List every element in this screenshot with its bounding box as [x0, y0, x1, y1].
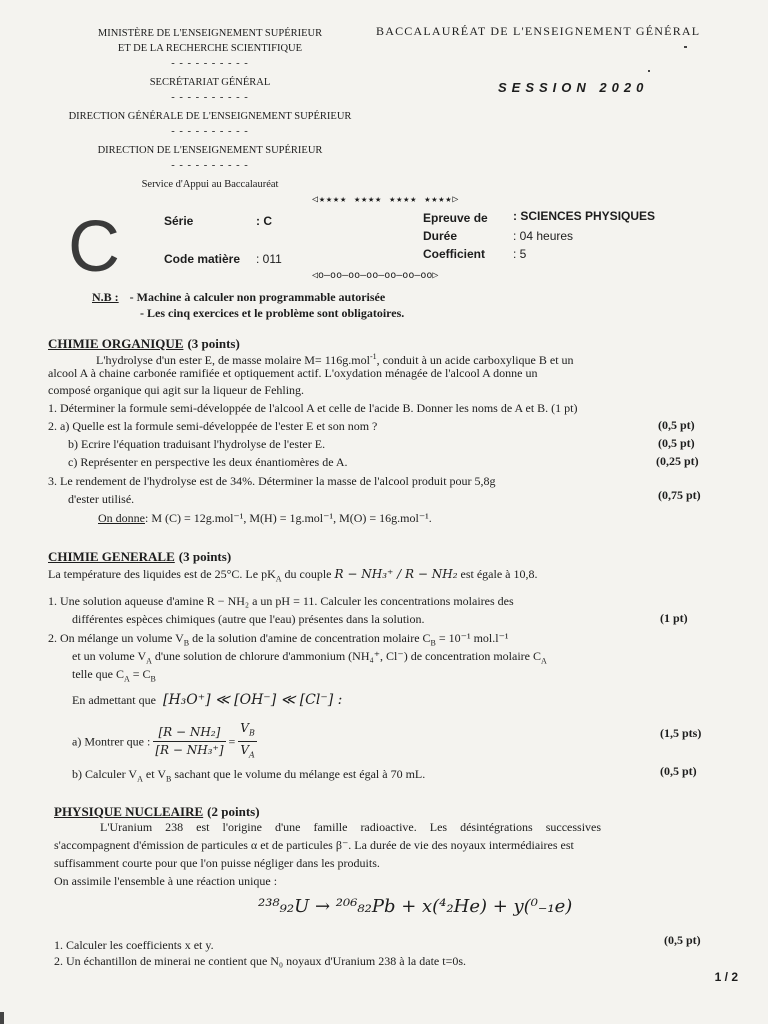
text-line: composé organique qui agit sur la liqueur de Fehling.: [48, 383, 305, 397]
question-points: (0,25 pt): [656, 454, 699, 468]
coef-value: : 5: [513, 247, 527, 261]
section-points: (3 points): [178, 549, 232, 564]
section-title: CHIMIE GENERALE: [48, 549, 175, 564]
question: 2. On mélange un volume $V_B$ de la solution d'amine de concentration molaire $C_B = 10^{-1}$ mol.l⁻¹: [48, 631, 509, 648]
code-value: : 011: [256, 252, 282, 266]
fraction: $\frac{V_B}{V_A}$: [240, 721, 255, 760]
nb-line2: - Les cinq exercices et le problème sont obligatoires.: [140, 306, 405, 320]
section-points: (3 points): [187, 336, 240, 351]
text-line: L'Uranium 238 est l'origine d'une famille radioactive. Les désintégrations successives: [100, 820, 602, 834]
question: telle que $C_A = C_B$: [72, 667, 156, 684]
question: b) Ecrire l'équation traduisant l'hydrolyse de l'ester E.: [68, 437, 326, 451]
given-data: On donne: M (C) = 12g.mol⁻¹, M(H) = 1g.mol⁻¹, M(O) = 16g.mol⁻¹.: [98, 511, 432, 525]
text-line: On assimile l'ensemble à une réaction unique :: [54, 874, 278, 888]
text-line: suffisamment courte pour que l'on puisse négliger dans les produits.: [54, 856, 380, 870]
section-title: CHIMIE ORGANIQUE: [48, 336, 184, 351]
scan-speck: [0, 1012, 4, 1024]
scan-speck: [684, 46, 687, 48]
separator: - - - - - - - - - -: [171, 126, 249, 137]
text-line: alcool A à chaine carbonée ramifiée et optiquement actif. L'oxydation ménagée de l'alcool A donne un: [48, 366, 538, 380]
fraction: $\frac{\text{[R − NH₂]}}{\text{[R − NH₃⁺]}}$: [155, 725, 224, 758]
question-points: (1 pt): [660, 611, 688, 625]
question: 2. a) Quelle est la formule semi-développée de l'ester E et son nom ?: [48, 419, 378, 433]
section-points: (2 points): [207, 804, 260, 819]
nuclear-equation: ²³⁸₉₂U → ²⁰⁶₈₂Pb + x(⁴₂He) + y(⁰₋₁e): [258, 896, 573, 917]
question-points: (1,5 pts): [660, 726, 702, 740]
epreuve-value: : SCIENCES PHYSIQUES: [513, 209, 656, 223]
question-points: (0,5 pt): [660, 764, 697, 778]
exam-title: BACCALAURÉAT DE L'ENSEIGNEMENT GÉNÉRAL: [376, 24, 701, 38]
chimie-generale-heading: [48, 548, 231, 566]
stars-divider: ◁★★★★ ★★★★ ★★★★ ★★★★▷: [312, 194, 460, 205]
header-institution: [40, 26, 380, 192]
separator: - - - - - - - - - -: [171, 160, 249, 171]
question: a) Montrer que : $\frac{\text{[R − NH₂]}}{\text{[R − NH₃⁺]}}$ = $\frac{V_B}{V_A}$: [72, 720, 257, 764]
question: 1. Déterminer la formule semi-développée de l'alcool A et celle de l'acide B. Donner les noms de A et B. (1 pt): [48, 401, 578, 415]
page-number: 1 / 2: [714, 970, 738, 984]
question-points: (0,75 pt): [658, 488, 701, 502]
nb-block: [92, 289, 404, 321]
ministry-line: MINISTÈRE DE L'ENSEIGNEMENT SUPÉRIEUR: [97, 28, 323, 39]
question: c) Représenter en perspective les deux énantiomères de A.: [68, 455, 348, 469]
nb-label: N.B :: [92, 290, 119, 304]
section-title: PHYSIQUE NUCLEAIRE: [54, 804, 204, 819]
circles-divider: ◁o—oo—oo—oo—oo—oo—oo▷: [312, 270, 439, 281]
direction-line: DIRECTION DE L'ENSEIGNEMENT SUPÉRIEUR: [97, 145, 323, 156]
coef-label: Coefficient: [423, 247, 486, 261]
question: 1. Calculer les coefficients x et y.: [54, 938, 214, 952]
question: d'ester utilisé.: [68, 492, 135, 506]
duree-value: : 04 heures: [513, 229, 574, 243]
text-line: La température des liquides est de 25°C. Le $pK_A$ du couple R − NH₃⁺ / R − NH₂ est égale à 10,8.: [48, 567, 538, 584]
text-line: L'hydrolyse d'un ester E, de masse molaire M= 116g.mol$^{-1}$, conduit à un acide carboxylique B et un: [96, 352, 574, 367]
question: 1. Une solution aqueuse d'amine R − NH₂ a un pH = 11. Calculer les concentrations molaires des: [48, 594, 514, 608]
serie-letter: C: [68, 207, 120, 287]
serie-label: Série: [164, 214, 194, 228]
nb-line1: - Machine à calculer non programmable autorisée: [129, 290, 386, 304]
separator: - - - - - - - - - -: [171, 58, 249, 69]
separator: - - - - - - - - - -: [171, 92, 249, 103]
question: 3. Le rendement de l'hydrolyse est de 34%. Déterminer la masse de l'alcool produit pour 5,8g: [48, 474, 496, 488]
duree-label: Durée: [423, 229, 458, 243]
ministry-line-2: ET DE LA RECHERCHE SCIENTIFIQUE: [117, 43, 303, 54]
epreuve-label: Epreuve de: [423, 211, 488, 225]
text-line: s'accompagnent d'émission de particules α et de particules β⁻. La durée de vie des noyaux intermédiaires est: [54, 838, 574, 852]
direction-generale-line: DIRECTION GÉNÉRALE DE L'ENSEIGNEMENT SUPÉRIEUR: [68, 111, 352, 122]
session-label: SESSION 2020: [498, 80, 649, 95]
question: 2. Un échantillon de minerai ne contient que N₀ noyaux d'Uranium 238 à la date t=0s.: [54, 954, 467, 968]
question: En admettant que [H₃O⁺] ≪ [OH⁻] ≪ [Cl⁻] :: [72, 692, 343, 708]
serie-value: : C: [256, 214, 272, 228]
scan-speck: [648, 70, 650, 72]
question-points: (0,5 pt): [658, 418, 695, 432]
service-line: Service d'Appui au Baccalauréat: [141, 179, 279, 190]
code-label: Code matière: [164, 252, 241, 266]
secretariat-line: SECRÉTARIAT GÉNÉRAL: [149, 77, 271, 88]
question: différentes espèces chimiques (autre que l'eau) présentes dans la solution.: [72, 612, 425, 626]
question-points: (0,5 pt): [658, 436, 695, 450]
question: et un volume $V_A$ d'une solution de chlorure d'ammonium (NH₄⁺, Cl⁻) de concentration molaire $C_A$: [72, 649, 547, 666]
question: b) Calculer $V_A$ et $V_B$ sachant que le volume du mélange est égal à 70 mL.: [72, 767, 426, 784]
question-points: (0,5 pt): [664, 933, 701, 947]
